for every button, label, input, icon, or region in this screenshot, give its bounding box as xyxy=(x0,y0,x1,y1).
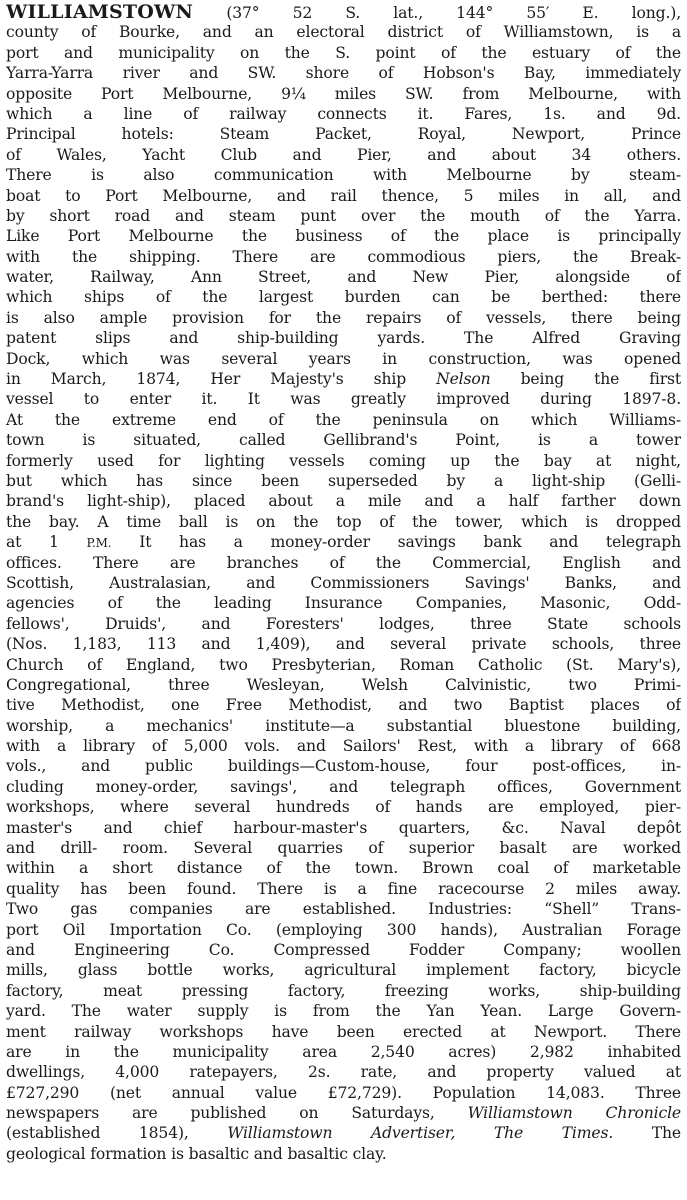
text-segment: being the first xyxy=(520,370,681,389)
newspaper-title: Williamstown Advertiser, xyxy=(227,1124,456,1143)
text-line-9: There is also communication with Melbourne by steam- xyxy=(6,166,681,185)
text-line-25: brand's light-ship), placed about a mile and a half farther down xyxy=(6,492,681,511)
text-line-40: workshops, where several hundreds of hands are employed, pier- xyxy=(6,798,681,817)
text-line-16: is also ample provision for the repairs of vessels, there being xyxy=(6,308,681,327)
text-line-56 xyxy=(6,1123,681,1143)
text-segment: newspapers are published on Saturdays, xyxy=(6,1104,435,1123)
time-pm: P.M. xyxy=(86,536,112,551)
text-line-13: with the shipping. There are commodious piers, the Break- xyxy=(6,247,681,266)
text-line-23: formerly used for lighting vessels coming up the bay at night, xyxy=(6,451,681,470)
text-line-50: yard. The water supply is from the Yan Yean. Large Govern- xyxy=(6,1002,681,1021)
text-line-7: Principal hotels: Steam Packet, Royal, Newport, Prince xyxy=(6,125,681,144)
text-line-26: the bay. A time ball is on the top of the tower, which is dropped xyxy=(6,512,681,531)
text-line-43: within a short distance of the town. Brown coal of marketable xyxy=(6,859,681,878)
text-line-22: town is situated, called Gellibrand's Point, is a tower xyxy=(6,431,681,450)
text-line-39: cluding money-order, savings', and telegraph offices, Government xyxy=(6,777,681,796)
text-line-12: Like Port Melbourne the business of the place is principally xyxy=(6,227,681,246)
text-line-44: quality has been found. There is a fine racecourse 2 miles away. xyxy=(6,879,681,898)
text-segment: at 1 xyxy=(6,533,59,552)
text-line-27 xyxy=(6,532,681,552)
text-segment: (established 1854), xyxy=(6,1124,189,1143)
text-line-34: Congregational, three Wesleyan, Welsh Calvinistic, two Primi- xyxy=(6,675,681,694)
text-line-4: Yarra-Yarra river and SW. shore of Hobson's Bay, immediately xyxy=(6,64,681,83)
text-line-32: (Nos. 1,183, 113 and 1,409), and several private schools, three xyxy=(6,635,681,654)
text-line-15: which ships of the largest burden can be berthed: there xyxy=(6,288,681,307)
text-line-38: vols., and public buildings—Custom-house, four post-offices, in- xyxy=(6,757,681,776)
text-line-17: patent slips and ship-building yards. The Alfred Graving xyxy=(6,329,681,348)
text-line-28: offices. There are branches of the Commercial, English and xyxy=(6,553,681,572)
text-line-2: county of Bourke, and an electoral district of Williamstown, is a xyxy=(6,23,681,42)
text-line-33: Church of England, two Presbyterian, Roman Catholic (St. Mary's), xyxy=(6,655,681,674)
text-line-46: port Oil Importation Co. (employing 300 hands), Australian Forage xyxy=(6,920,681,939)
text-line-47: and Engineering Co. Compressed Fodder Company; woollen xyxy=(6,940,681,959)
newspaper-title: The Times. xyxy=(493,1124,614,1143)
text-line-30: agencies of the leading Insurance Companies, Masonic, Odd- xyxy=(6,594,681,613)
text-line-57: geological formation is basaltic and basaltic clay. xyxy=(6,1144,387,1163)
text-line-24: but which has since been superseded by a light-ship (Gelli- xyxy=(6,471,681,490)
text-line-19 xyxy=(6,369,681,389)
text-line-5: opposite Port Melbourne, 9¼ miles SW. from Melbourne, with xyxy=(6,84,681,103)
text-line-18: Dock, which was several years in construction, was opened xyxy=(6,349,681,368)
text-line-49: factory, meat pressing factory, freezing works, ship-building xyxy=(6,981,681,1000)
text-line-42: and drill- room. Several quarries of superior basalt are worked xyxy=(6,839,681,858)
text-line-54: £727,290 (net annual value £72,729). Population 14,083. Three xyxy=(6,1083,681,1102)
text-segment: The xyxy=(651,1124,681,1143)
text-line-36: worship, a mechanics' institute—a substantial bluestone building, xyxy=(6,716,681,735)
text-segment: in March, 1874, Her Majesty's ship xyxy=(6,370,407,389)
text-line-10: boat to Port Melbourne, and rail thence, 5 miles in all, and xyxy=(6,186,681,205)
text-line-48: mills, glass bottle works, agricultural implement factory, bicycle xyxy=(6,961,681,980)
text-line-52: are in the municipality area 2,540 acres) 2,982 inhabited xyxy=(6,1042,681,1061)
text-line-55 xyxy=(6,1103,681,1123)
text-line-14: water, Railway, Ann Street, and New Pier, alongside of xyxy=(6,268,681,287)
text-line-45: Two gas companies are established. Industries: “Shell” Trans- xyxy=(6,900,681,919)
text-line-51: ment railway workshops have been erected at Newport. There xyxy=(6,1022,681,1041)
text-line-1 xyxy=(6,2,681,22)
text-line-53: dwellings, 4,000 ratepayers, 2s. rate, and property valued at xyxy=(6,1063,681,1082)
text-line-20: vessel to enter it. It was greatly improved during 1897-8. xyxy=(6,390,681,409)
text-segment: It has a money-order savings bank and telegraph xyxy=(139,533,681,552)
text-line-29: Scottish, Australasian, and Commissioners Savings' Banks, and xyxy=(6,573,681,592)
text-line-35: tive Methodist, one Free Methodist, and two Baptist places of xyxy=(6,696,681,715)
text-line-11: by short road and steam punt over the mouth of the Yarra. xyxy=(6,206,681,225)
text-line-41: master's and chief harbour-master's quarters, &c. Naval depôt xyxy=(6,818,681,837)
text-line-8: of Wales, Yacht Club and Pier, and about 34 others. xyxy=(6,145,681,164)
ship-name: Nelson xyxy=(436,370,491,389)
text-line-31: fellows', Druids', and Foresters' lodges, three State schools xyxy=(6,614,681,633)
headword: WILLIAMSTOWN xyxy=(6,2,194,23)
coordinates: (37° 52 S. lat., 144° 55′ E. long.), xyxy=(226,4,681,22)
text-line-21: At the extreme end of the peninsula on which Williams- xyxy=(6,410,681,429)
newspaper-title: Williamstown Chronicle xyxy=(467,1104,681,1123)
text-line-3: port and municipality on the S. point of the estuary of the xyxy=(6,43,681,62)
text-line-37: with a library of 5,000 vols. and Sailors' Rest, with a library of 668 xyxy=(6,737,681,756)
text-line-6: which a line of railway connects it. Fares, 1s. and 9d. xyxy=(6,104,681,123)
